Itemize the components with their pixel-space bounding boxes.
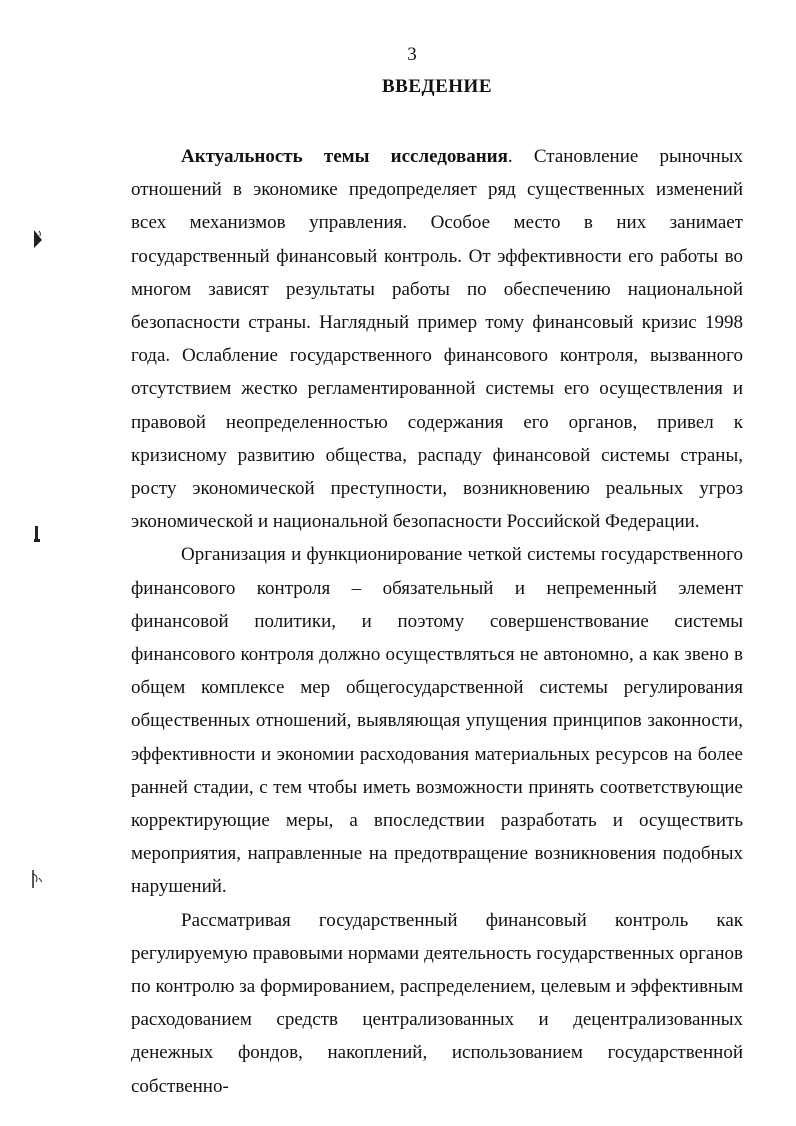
scan-mark-bottom	[30, 868, 44, 890]
body-text	[131, 140, 743, 1103]
paragraph-lead: Актуальность темы исследования	[181, 146, 508, 167]
scan-mark-top	[30, 228, 46, 252]
paragraph-2: Организация и функционирование четкой системы государственного финансового контроля – обязательный и непременный элемент финансовой политики, и поэтому совершенствование системы финансового контроля должно осуществляться не автономно, а как звено в общем комплексе мер общегосударственной системы регулирования общественных отношений, выявляющая упущения принципов законности, эффективности и экономии расходования материальных ресурсов на более ранней стадии, с тем чтобы иметь возможности принять соответствующие корректирующие меры, а впоследствии разработать и осуществить мероприятия, направленные на предотвращение возникновения подобных нарушений.	[131, 544, 743, 898]
page-title: ВВЕДЕНИЕ	[382, 76, 492, 97]
paragraph-1	[131, 140, 743, 538]
paragraph-3: Рассматривая государственный финансовый контроль как регулируемую правовыми нормами деятельность государственных органов по контролю за формированием, распределением, целевым и эффективным расходованием средств централизованных и децентрализованных денежных фондов, накоплений, использованием государственной собственно-	[131, 909, 743, 1097]
paragraph-text: . Становление рыночных отношений в экономике предопределяет ряд существенных изменений всех механизмов управления. Особое место в них занимает государственный финансовый контроль. От эффективности его работы во многом зависят результаты работы по обеспечению национальной безопасности страны. Наглядный пример тому финансовый кризис 1998 года. Ослабление государственного финансового контроля, вызванного отсутствием жестко регламентированной системы его осуществления и правовой неопределенностью содержания его органов, привел к кризисному развитию общества, распаду финансовой системы страны, росту экономической преступности, возникновению реальных угроз экономической и национальной безопасности Российской Федерации.	[131, 146, 743, 533]
scan-mark-middle	[33, 524, 41, 544]
page-number: 3	[407, 44, 417, 65]
